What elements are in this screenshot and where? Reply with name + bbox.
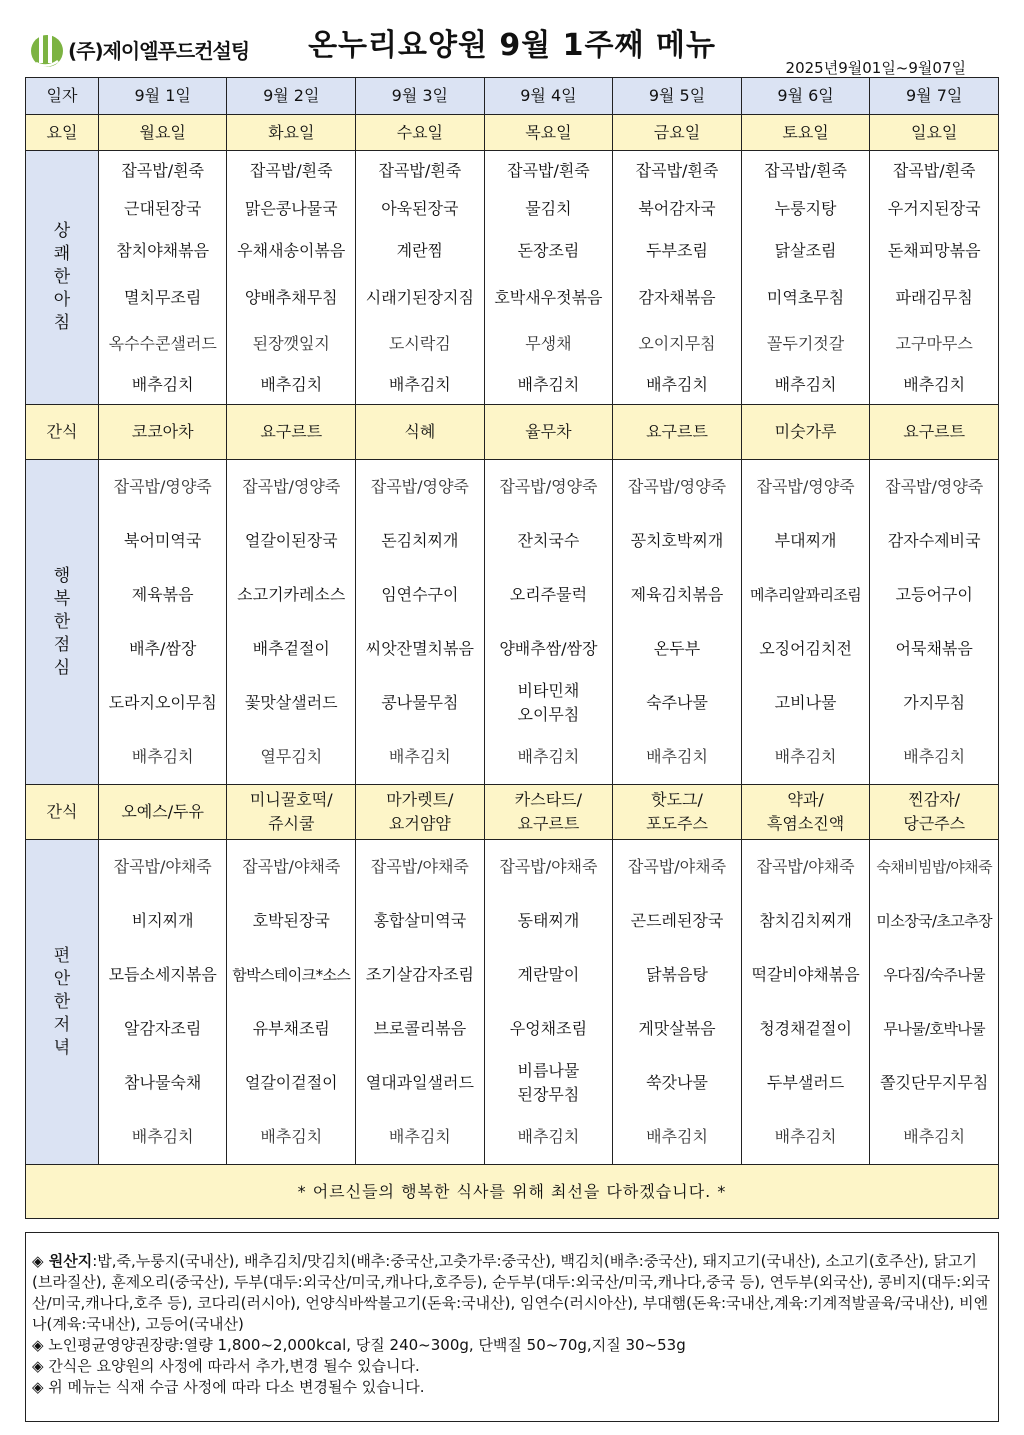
breakfast-item: 잡곡밥/흰죽	[227, 151, 356, 191]
lunch-item: 잡곡밥/영양죽	[98, 460, 227, 515]
breakfast-item: 아욱된장국	[356, 190, 485, 227]
breakfast-item: 맑은콩나물국	[227, 190, 356, 227]
notice-row	[26, 1165, 999, 1219]
lunch-item: 고비나물	[741, 676, 870, 730]
breakfast-row	[26, 190, 999, 227]
dinner-item: 호박된장국	[227, 894, 356, 948]
breakfast-item: 배추김치	[227, 366, 356, 405]
snack-row-2-item: 찐감자/ 당근주스	[870, 785, 999, 840]
breakfast-item: 잡곡밥/흰죽	[484, 151, 613, 191]
lunch-item: 어묵채볶음	[870, 622, 999, 676]
dinner-item: 배추김치	[870, 1110, 999, 1165]
dinner-item: 떡갈비야채볶음	[741, 948, 870, 1002]
snack-row-2-label: 간식	[26, 785, 99, 840]
lunch-item: 배추김치	[484, 730, 613, 785]
day-row	[26, 115, 999, 151]
dinner-item: 배추김치	[484, 1110, 613, 1165]
lunch-item: 콩나물무침	[356, 676, 485, 730]
breakfast-item: 배추김치	[870, 366, 999, 405]
breakfast-item: 무생채	[484, 321, 613, 366]
breakfast-item: 참치야채볶음	[98, 227, 227, 274]
snack-row-1-item: 코코아차	[98, 405, 227, 460]
lunch-item: 오징어김치전	[741, 622, 870, 676]
lunch-item: 메추리알꽈리조림	[741, 568, 870, 622]
logo-text: (주)제이엘푸드컨설팅	[68, 38, 250, 63]
snack-row-1-item: 요구르트	[613, 405, 742, 460]
lunch-item: 잡곡밥/영양죽	[356, 460, 485, 515]
dinner-row	[26, 840, 999, 895]
dinner-item: 홍합살미역국	[356, 894, 485, 948]
lunch-item: 잡곡밥/영양죽	[227, 460, 356, 515]
dinner-item: 모듬소세지볶음	[98, 948, 227, 1002]
breakfast-item: 돈채피망볶음	[870, 227, 999, 274]
dinner-item: 배추김치	[741, 1110, 870, 1165]
lunch-item: 양배추쌈/쌈장	[484, 622, 613, 676]
lunch-item: 잡곡밥/영양죽	[484, 460, 613, 515]
lunch-item: 소고기카레소스	[227, 568, 356, 622]
dinner-item: 배추김치	[356, 1110, 485, 1165]
lunch-item: 숙주나물	[613, 676, 742, 730]
dinner-item: 참나물숙채	[98, 1056, 227, 1110]
dinner-item: 숙채비빔밥/야채죽	[870, 840, 999, 895]
menu-change-note: ◈ 위 메뉴는 식재 수급 사정에 따라 다소 변경될수 있습니다.	[32, 1378, 425, 1396]
lunch-item: 고등어구이	[870, 568, 999, 622]
breakfast-item: 시래기된장지짐	[356, 274, 485, 321]
dinner-item: 잡곡밥/야채죽	[356, 840, 485, 895]
breakfast-item: 배추김치	[98, 366, 227, 405]
lunch-row	[26, 568, 999, 622]
lunch-item: 꽃맛살샐러드	[227, 676, 356, 730]
dinner-item: 배추김치	[98, 1110, 227, 1165]
lunch-row	[26, 622, 999, 676]
lunch-item: 온두부	[613, 622, 742, 676]
dinner-item: 조기살감자조림	[356, 948, 485, 1002]
lunch-item: 열무김치	[227, 730, 356, 785]
day-row-cell: 월요일	[98, 115, 227, 151]
breakfast-row	[26, 227, 999, 274]
lunch-item: 임연수구이	[356, 568, 485, 622]
lunch-item: 잡곡밥/영양죽	[741, 460, 870, 515]
breakfast-item: 북어감자국	[613, 190, 742, 227]
breakfast-item: 닭살조림	[741, 227, 870, 274]
breakfast-item: 양배추채무침	[227, 274, 356, 321]
breakfast-item: 돈장조림	[484, 227, 613, 274]
lunch-item: 도라지오이무침	[98, 676, 227, 730]
breakfast-item: 호박새우젓볶음	[484, 274, 613, 321]
dinner-item: 잡곡밥/야채죽	[227, 840, 356, 895]
dinner-item: 우다짐/숙주나물	[870, 948, 999, 1002]
breakfast-item: 멸치무조림	[98, 274, 227, 321]
snack-row-1-label: 간식	[26, 405, 99, 460]
breakfast-item: 된장깻잎지	[227, 321, 356, 366]
snack-row-2-item: 카스타드/ 요구르트	[484, 785, 613, 840]
dinner-item: 무나물/호박나물	[870, 1002, 999, 1056]
dinner-item: 잡곡밥/야채죽	[613, 840, 742, 895]
lunch-item: 비타민채 오이무침	[484, 676, 613, 730]
day-row-cell: 화요일	[227, 115, 356, 151]
day-row-label: 요일	[26, 115, 99, 151]
breakfast-item: 배추김치	[613, 366, 742, 405]
snack-row-2	[26, 785, 999, 840]
dinner-item: 참치김치찌개	[741, 894, 870, 948]
dinner-item: 미소장국/초고추장	[870, 894, 999, 948]
snack-row-1-item: 요구르트	[870, 405, 999, 460]
breakfast-item: 계란찜	[356, 227, 485, 274]
breakfast-item: 잡곡밥/흰죽	[741, 151, 870, 191]
lunch-item: 얼갈이된장국	[227, 514, 356, 568]
dinner-row	[26, 948, 999, 1002]
breakfast-item: 물김치	[484, 190, 613, 227]
breakfast-item: 배추김치	[484, 366, 613, 405]
breakfast-item: 파래김무침	[870, 274, 999, 321]
dinner-item: 비름나물 된장무침	[484, 1056, 613, 1110]
breakfast-item: 배추김치	[741, 366, 870, 405]
dinner-item: 게맛살볶음	[613, 1002, 742, 1056]
lunch-row	[26, 460, 999, 515]
date-row-cell: 9월 5일	[613, 78, 742, 115]
lunch-item: 부대찌개	[741, 514, 870, 568]
lunch-item: 제육볶음	[98, 568, 227, 622]
lunch-row	[26, 730, 999, 785]
lunch-item: 북어미역국	[98, 514, 227, 568]
date-row-cell: 9월 4일	[484, 78, 613, 115]
lunch-item: 가지무침	[870, 676, 999, 730]
breakfast-item: 누룽지탕	[741, 190, 870, 227]
snack-row-2-item: 미니꿀호떡/ 쥬시쿨	[227, 785, 356, 840]
breakfast-item: 옥수수콘샐러드	[98, 321, 227, 366]
snack-change-note: ◈ 간식은 요양원의 사정에 따라서 추가,변경 될수 있습니다.	[32, 1357, 420, 1375]
lunch-item: 배추김치	[98, 730, 227, 785]
snack-row-2-item: 마가렛트/ 요거얌얌	[356, 785, 485, 840]
dinner-item: 잡곡밥/야채죽	[484, 840, 613, 895]
lunch-item: 배추김치	[870, 730, 999, 785]
breakfast-item: 미역초무침	[741, 274, 870, 321]
lunch-item: 배추김치	[613, 730, 742, 785]
date-row-cell: 9월 2일	[227, 78, 356, 115]
date-row-cell: 9월 6일	[741, 78, 870, 115]
lunch-item: 배추겉절이	[227, 622, 356, 676]
lunch-item: 배추김치	[741, 730, 870, 785]
dinner-item: 함박스테이크*소스	[227, 948, 356, 1002]
lunch-item: 배추/쌈장	[98, 622, 227, 676]
dinner-item: 알감자조림	[98, 1002, 227, 1056]
origin-label: ◈ 원산지	[32, 1252, 93, 1270]
dinner-item: 닭볶음탕	[613, 948, 742, 1002]
breakfast-label: 상 쾌 한 아 침	[26, 151, 99, 405]
dinner-item: 쑥갓나물	[613, 1056, 742, 1110]
dinner-item: 배추김치	[227, 1110, 356, 1165]
breakfast-item: 배추김치	[356, 366, 485, 405]
dinner-item: 얼갈이겉절이	[227, 1056, 356, 1110]
lunch-item: 꽁치호박찌개	[613, 514, 742, 568]
dinner-row	[26, 1110, 999, 1165]
lunch-label: 행 복 한 점 심	[26, 460, 99, 785]
dinner-item: 우엉채조림	[484, 1002, 613, 1056]
origin-note	[32, 1251, 992, 1335]
day-row-cell: 일요일	[870, 115, 999, 151]
dinner-item: 비지찌개	[98, 894, 227, 948]
breakfast-row	[26, 274, 999, 321]
dinner-item: 유부채조림	[227, 1002, 356, 1056]
dinner-row	[26, 894, 999, 948]
breakfast-item: 감자채볶음	[613, 274, 742, 321]
dinner-item: 동태찌개	[484, 894, 613, 948]
menu-period: 2025년9월01일~9월07일	[785, 59, 966, 77]
lunch-item: 잡곡밥/영양죽	[613, 460, 742, 515]
snack-row-2-item: 오예스/두유	[98, 785, 227, 840]
date-row	[26, 78, 999, 115]
lunch-item: 감자수제비국	[870, 514, 999, 568]
lunch-item: 잔치국수	[484, 514, 613, 568]
lunch-row	[26, 514, 999, 568]
lunch-item: 잡곡밥/영양죽	[870, 460, 999, 515]
page-title: 온누리요양원 9월 1주째 메뉴	[308, 28, 716, 63]
breakfast-item: 잡곡밥/흰죽	[356, 151, 485, 191]
dinner-row	[26, 1056, 999, 1110]
breakfast-item: 우채새송이볶음	[227, 227, 356, 274]
dinner-item: 브로콜리볶음	[356, 1002, 485, 1056]
dinner-item: 잡곡밥/야채죽	[741, 840, 870, 895]
dinner-label: 편 안 한 저 녁	[26, 840, 99, 1165]
breakfast-item: 고구마무스	[870, 321, 999, 366]
lunch-item: 오리주물럭	[484, 568, 613, 622]
snack-row-1	[26, 405, 999, 460]
breakfast-row	[26, 321, 999, 366]
dinner-item: 쫄깃단무지무침	[870, 1056, 999, 1110]
dinner-item: 곤드레된장국	[613, 894, 742, 948]
lunch-item: 돈김치찌개	[356, 514, 485, 568]
lunch-item: 배추김치	[356, 730, 485, 785]
date-row-cell: 9월 1일	[98, 78, 227, 115]
lunch-item: 제육김치볶음	[613, 568, 742, 622]
nutrition-note: ◈ 노인평균영양권장량:열량 1,800~2,000kcal, 당질 240~300g, 단백질 50~70g,지질 30~53g	[32, 1336, 686, 1354]
lunch-item: 씨앗잔멸치볶음	[356, 622, 485, 676]
dinner-item: 잡곡밥/야채죽	[98, 840, 227, 895]
breakfast-row	[26, 366, 999, 405]
dinner-item: 계란말이	[484, 948, 613, 1002]
snack-row-1-item: 율무차	[484, 405, 613, 460]
dinner-item: 청경채겉절이	[741, 1002, 870, 1056]
breakfast-item: 잡곡밥/흰죽	[98, 151, 227, 191]
breakfast-item: 우거지된장국	[870, 190, 999, 227]
dinner-item: 두부샐러드	[741, 1056, 870, 1110]
date-row-cell: 9월 3일	[356, 78, 485, 115]
snack-row-1-item: 식혜	[356, 405, 485, 460]
lunch-row	[26, 676, 999, 730]
notice-text: * 어르신들의 행복한 식사를 위해 최선을 다하겠습니다. *	[26, 1165, 999, 1219]
dinner-item: 배추김치	[613, 1110, 742, 1165]
snack-row-2-item: 핫도그/ 포도주스	[613, 785, 742, 840]
day-row-cell: 수요일	[356, 115, 485, 151]
date-row-label: 일자	[26, 78, 99, 115]
dinner-row	[26, 1002, 999, 1056]
day-row-cell: 토요일	[741, 115, 870, 151]
weekly-menu-table	[25, 77, 999, 1219]
day-row-cell: 금요일	[613, 115, 742, 151]
origin-text: :밥,죽,누룽지(국내산), 배추김치/맛김치(배추:중국산,고춧가루:중국산), 백김치(배추:중국산), 돼지고기(국내산), 소고기(호주산), 닭고기(브라질산), 훈제오리(중국산), 두부(대두:외국산/미국,캐나다,호주등), 순두부(대두:외국산/미국,캐나다,중국 등), 연두부(외국산), 콩비지(대두:외국산/미국,캐나다,호주 등), 코다리(러시아), 언양식바싹불고기(돈육:국내산), 임연수(러시아산), 부대햄(돈육:국내산,계육:기계적발골육/국내산), 비엔나(계육:국내산), 고등어(국내산)	[32, 1252, 991, 1333]
snack-row-2-item: 약과/ 흑염소진액	[741, 785, 870, 840]
breakfast-item: 도시락김	[356, 321, 485, 366]
breakfast-item: 두부조림	[613, 227, 742, 274]
breakfast-item: 근대된장국	[98, 190, 227, 227]
dinner-item: 열대과일샐러드	[356, 1056, 485, 1110]
snack-row-1-item: 미숫가루	[741, 405, 870, 460]
info-box	[25, 1232, 999, 1422]
breakfast-item: 잡곡밥/흰죽	[870, 151, 999, 191]
day-row-cell: 목요일	[484, 115, 613, 151]
breakfast-item: 꼴두기젓갈	[741, 321, 870, 366]
date-row-cell: 9월 7일	[870, 78, 999, 115]
snack-row-1-item: 요구르트	[227, 405, 356, 460]
page-header	[0, 0, 1024, 78]
breakfast-item: 오이지무침	[613, 321, 742, 366]
breakfast-row	[26, 151, 999, 191]
breakfast-item: 잡곡밥/흰죽	[613, 151, 742, 191]
